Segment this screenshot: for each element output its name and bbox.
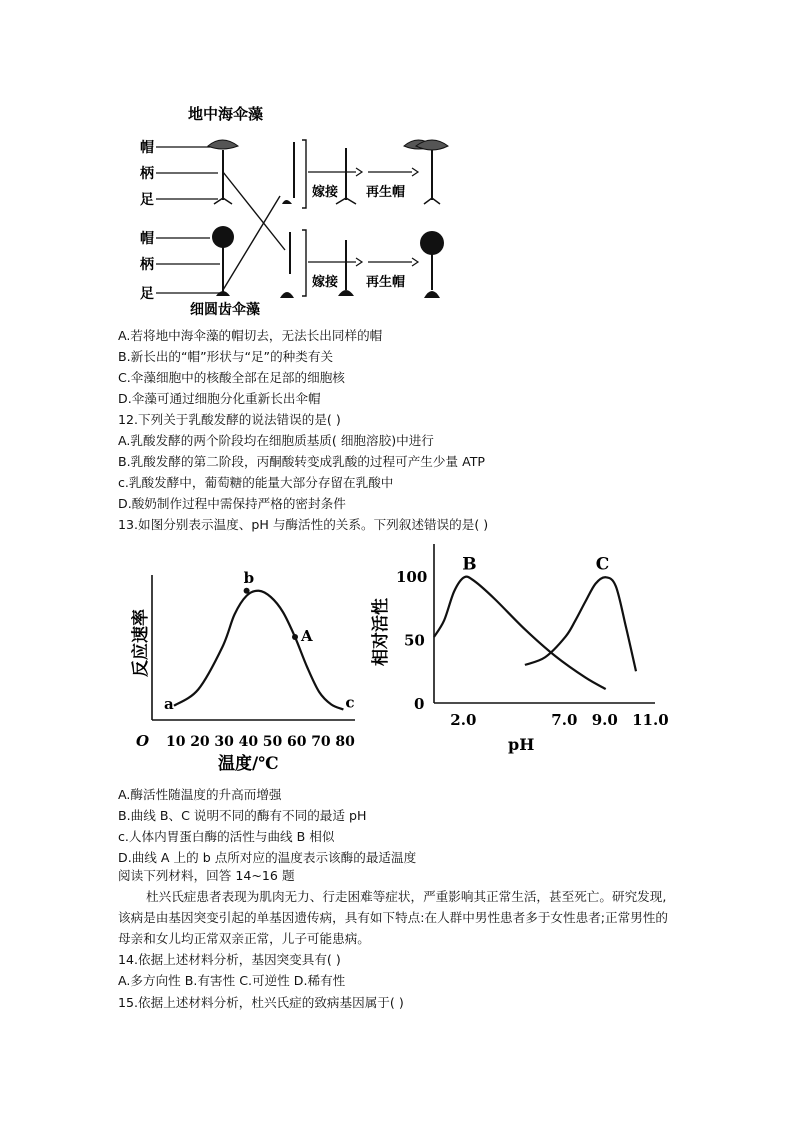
- temp-x-tick-label: 20: [190, 734, 210, 750]
- ph-y-tick-label: 0: [414, 695, 425, 713]
- q12-option-d: D.酸奶制作过程中需保持严格的密封条件: [118, 496, 346, 511]
- ph-x-tick-label: 11.0: [632, 711, 669, 729]
- q13-option-d: D.曲线 A 上的 b 点所对应的温度表示该酶的最适温度: [118, 850, 417, 865]
- reading-intro: 阅读下列材料，回答 14~16 题: [118, 868, 295, 883]
- ph-y-tick-label: 100: [396, 568, 428, 586]
- umbrella-algae-figure: [130, 100, 430, 320]
- temp-x-tick-label: 80: [335, 734, 355, 750]
- q14-options: A.多方向性 B.有害性 C.可逆性 D.稀有性: [118, 973, 346, 988]
- ph-chart: [370, 540, 669, 760]
- ph-series-label-b: B: [462, 554, 477, 575]
- temp-origin-label: O: [136, 732, 150, 750]
- q15-stem: 15.依据上述材料分析，杜兴氏症的致病基因属于( ): [118, 995, 404, 1010]
- graft-label-top: 嫁接: [312, 185, 339, 200]
- q12-option-b: B.乳酸发酵的第二阶段，丙酮酸转变成乳酸的过程可产生少量 ATP: [118, 454, 486, 469]
- graft-diagram: [130, 100, 430, 320]
- temp-x-tick-label: 40: [238, 734, 259, 750]
- temp-y-axis-title: 反应速率: [131, 609, 151, 677]
- q11-option-b: B.新长出的“帽”形状与“足”的种类有关: [118, 349, 334, 364]
- ph-y-tick-label: 50: [404, 631, 425, 650]
- ph-x-tick-label: 7.0: [551, 711, 578, 729]
- temp-point-label-b: b: [243, 568, 255, 587]
- regen-label-top: 再生帽: [366, 185, 406, 200]
- temp-point-label-c: c: [345, 693, 355, 712]
- q12-stem: 12.下列关于乳酸发酵的说法错误的是( ): [118, 412, 341, 427]
- temp-x-tick-label: 50: [262, 734, 283, 750]
- q11-option-a: A.若将地中海伞藻的帽切去，无法长出同样的帽: [118, 328, 383, 343]
- temp-point-a-curve: [292, 634, 298, 640]
- regen-label-bottom: 再生帽: [366, 275, 406, 290]
- ph-x-axis-title: pH: [508, 735, 535, 754]
- label-stalk-bottom: 柄: [140, 257, 154, 273]
- q14-stem: 14.依据上述材料分析，基因突变具有( ): [118, 952, 341, 967]
- ph-y-axis-title: 相对活性: [371, 598, 391, 666]
- q11-option-d: D.伞藻可通过细胞分化重新长出伞帽: [118, 391, 321, 406]
- temp-point-label-a: a: [164, 694, 174, 713]
- crenulata-alga: [212, 226, 234, 296]
- label-cap-bottom: 帽: [140, 231, 154, 247]
- label-cap-top: 帽: [140, 140, 154, 156]
- q13-option-a: A.酶活性随温度的升高而增强: [118, 787, 282, 802]
- ph-series-label-c: C: [595, 554, 610, 575]
- temperature-chart: [130, 545, 370, 775]
- temp-x-axis-title: 温度/℃: [218, 754, 279, 774]
- q12-option-a: A.乳酸发酵的两个阶段均在细胞质基质( 细胞溶胶)中进行: [118, 433, 434, 448]
- temp-x-tick-label: 60: [287, 734, 307, 750]
- temp-x-tick-label: 70: [311, 734, 331, 750]
- ph-x-tick-label: 9.0: [591, 711, 618, 729]
- ph-curve-b: [434, 577, 606, 689]
- q13-option-c: c.人体内胃蛋白酶的活性与曲线 B 相似: [118, 829, 335, 844]
- q13-option-b: B.曲线 B、C 说明不同的酶有不同的最适 pH: [118, 808, 367, 823]
- figure-title-mediterranea: 地中海伞藻: [188, 105, 264, 123]
- temp-x-tick-label: 30: [214, 734, 234, 750]
- temp-curve: [174, 591, 343, 710]
- temp-series-label-a: A: [301, 627, 313, 645]
- regenerated-algae: [408, 130, 458, 310]
- q13-stem: 13.如图分别表示温度、pH 与酶活性的关系。下列叙述错误的是( ): [118, 517, 489, 532]
- figure-title-crenulata: 细圆齿伞藻: [190, 302, 260, 318]
- regenerated-algae-drawing: [408, 130, 458, 310]
- graft-label-bottom: 嫁接: [312, 275, 339, 290]
- temp-point-b: [244, 588, 250, 594]
- ph-x-tick-label: 2.0: [450, 711, 477, 729]
- temp-x-tick-label: 10: [166, 734, 186, 750]
- label-foot-bottom: 足: [140, 286, 154, 302]
- ph-curve-c: [525, 577, 636, 671]
- q11-option-c: C.伞藻细胞中的核酸全部在足部的细胞核: [118, 370, 345, 385]
- label-stalk-top: 柄: [140, 166, 154, 182]
- q12-option-c: c.乳酸发酵中，葡萄糖的能量大部分存留在乳酸中: [118, 475, 394, 490]
- reading-passage: 杜兴氏症患者表现为肌肉无力、行走困难等症状，严重影响其正常生活，甚至死亡。研究发现,该病是由基因突变引起的单基因遗传病，具有如下特点:在人群中男性患者多于女性患者;正常男性的母亲和女儿均正常双亲正常，儿子可能患病。: [118, 889, 669, 946]
- label-foot-top: 足: [140, 192, 154, 208]
